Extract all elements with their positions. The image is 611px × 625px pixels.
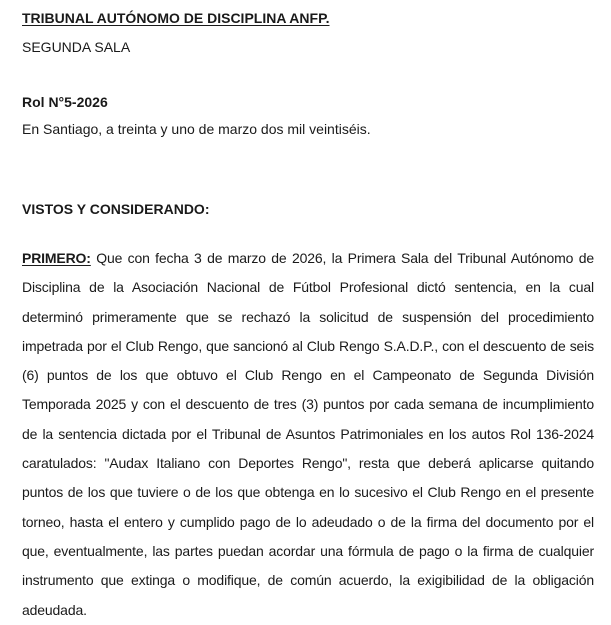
sala-label: SEGUNDA SALA: [22, 39, 131, 55]
case-number: Rol N°5-2026: [22, 94, 108, 110]
primero-paragraph: [22, 244, 594, 625]
tribunal-heading: TRIBUNAL AUTÓNOMO DE DISCIPLINA ANFP.: [22, 10, 330, 26]
primero-label: PRIMERO:: [22, 250, 91, 266]
place-date: En Santiago, a treinta y uno de marzo dos mil veintiséis.: [22, 121, 371, 137]
primero-text: Que con fecha 3 de marzo de 2026, la Primera Sala del Tribunal Autónomo de Disciplina de la Asociación Nacional de Fútbol Profesional dictó sentencia, en la cual determinó primeramente que se rechazó la solicitud de suspensión del procedimiento impetrada por el Club Rengo, que sancionó al Club Rengo S.A.D.P., con el descuento de seis (6) puntos de los que obtuvo el Club Rengo en el Campeonato de Segunda División Temporada 2025 y con el descuento de tres (3) puntos por cada semana de incumplimiento de la sentencia dictada por el Tribunal de Asuntos Patrimoniales en los autos Rol 136-2024 caratulados: "Audax Italiano con Deportes Rengo", resta que deberá aplicarse quitando puntos de los que tuviere o de los que obtenga en lo sucesivo el Club Rengo en el presente torneo, hasta el entero y cumplido pago de lo adeudado o de la firma del documento por el que, eventualmente, las partes puedan acordar una fórmula de pago o la firma de cualquier instrumento que extinga o modifique, de común acuerdo, la exigibilidad de la obligación adeudada.: [22, 250, 594, 618]
section-heading: VISTOS Y CONSIDERANDO:: [22, 201, 210, 217]
